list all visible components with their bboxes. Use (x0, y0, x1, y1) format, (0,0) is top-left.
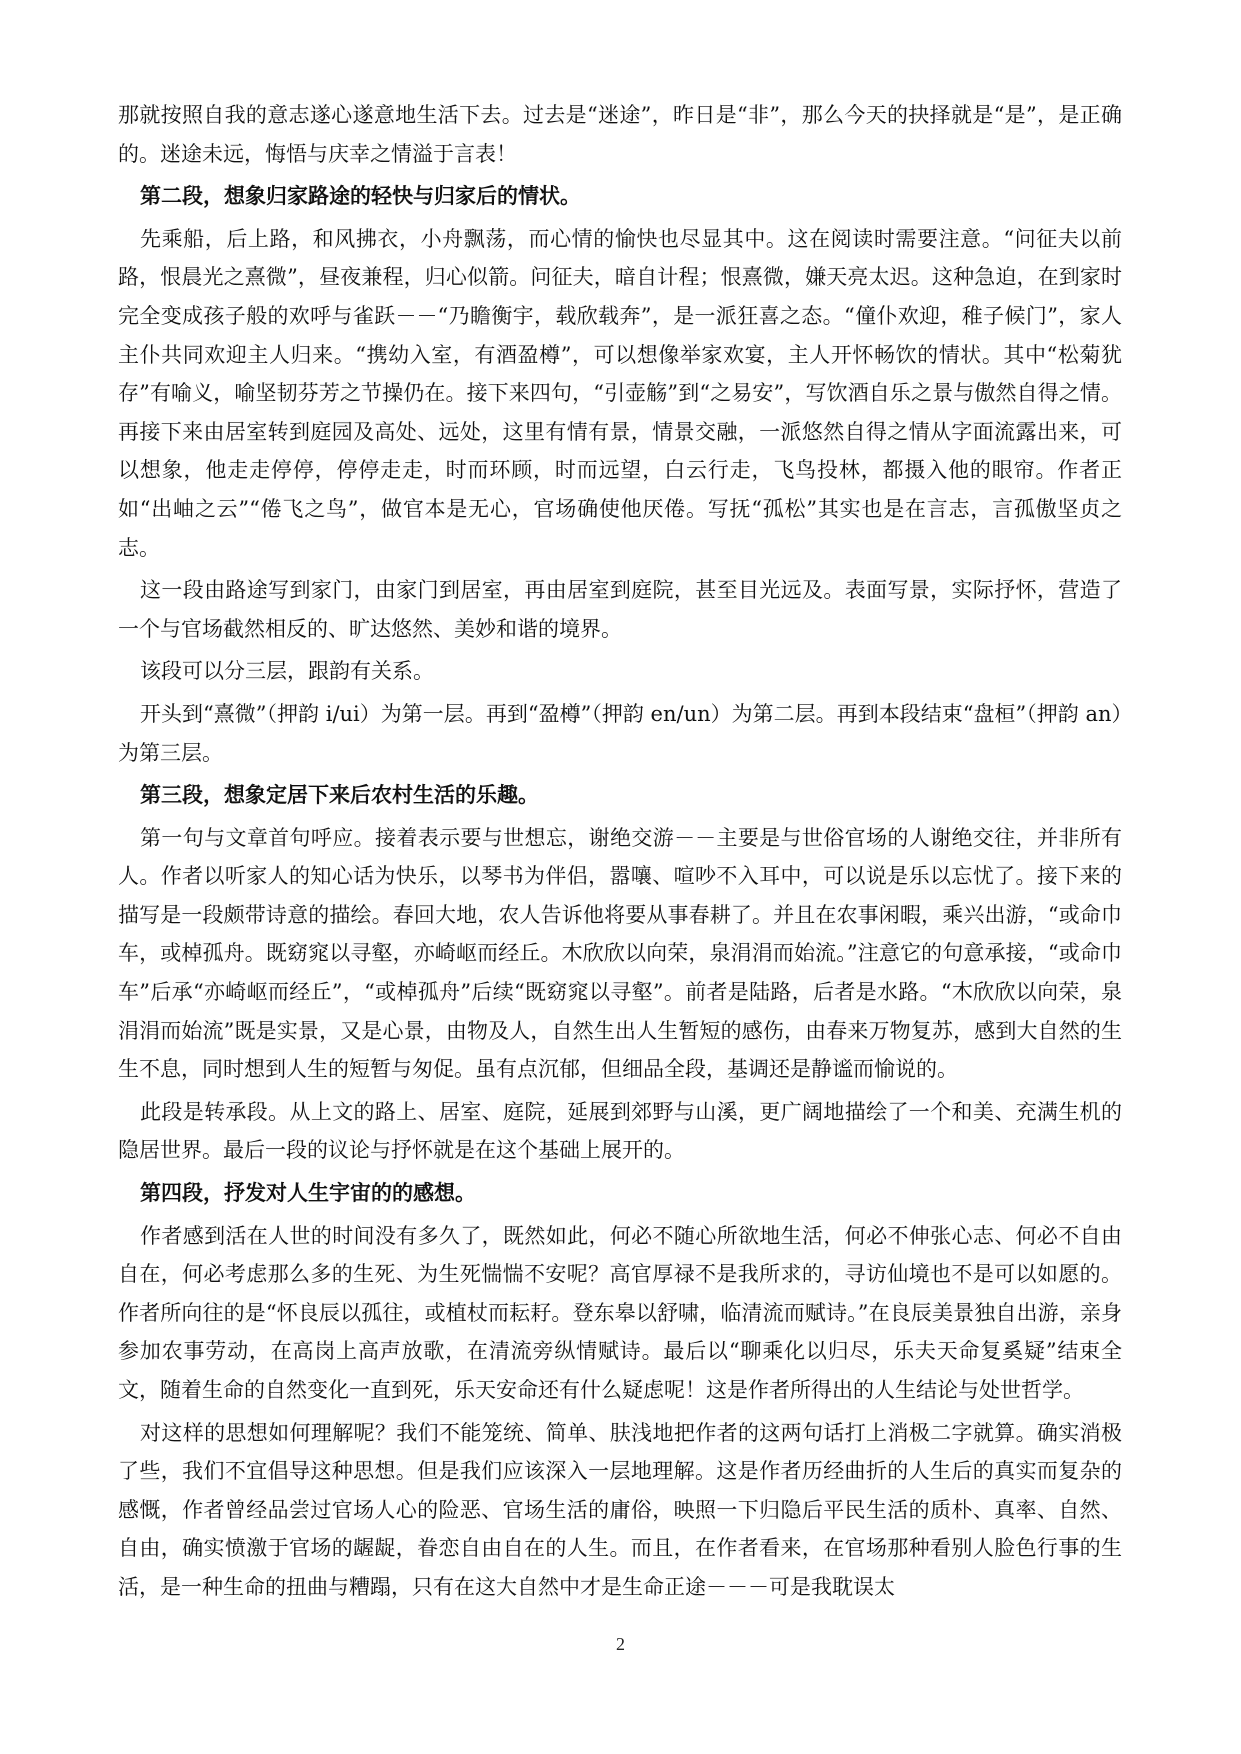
paragraph: 对这样的思想如何理解呢？我们不能笼统、简单、肤浅地把作者的这两句话打上消极二字就算。确实消极了些，我们不宜倡导这种思想。但是我们应该深入一层地理解。这是作者历经曲折的人生后的真实而复杂的感慨，作者曾经品尝过官场人心的险恶、官场生活的庸俗，映照一下归隐后平民生活的质朴、真率、自然、自由，确实愤激于官场的龌龊，眷恋自由自在的人生。而且，在作者看来，在官场那种看别人脸色行事的生活，是一种生命的扭曲与糟蹋，只有在这大自然中才是生命正途－－－可是我耽误太 (118, 1420, 1122, 1599)
page-number: 2 (616, 1634, 625, 1654)
section-heading: 第四段，抒发对人生宇宙的的感想。 (140, 1181, 476, 1206)
paragraph: 第一句与文章首句呼应。接着表示要与世想忘，谢绝交游－－主要是与世俗官场的人谢绝交往，并非所有人。作者以听家人的知心话为快乐，以琴书为伴侣，嚣嚷、喧吵不入耳中，可以说是乐以忘忧了。接下来的描写是一段颇带诗意的描绘。春回大地，农人告诉他将要从事春耕了。并且在农事闲暇，乘兴出游，“或命巾车，或棹孤舟。既窈窕以寻壑，亦崎岖而经丘。木欣欣以向荣，泉涓涓而始流。”注意它的句意承接，“或命巾车”后承“亦崎岖而经丘”，“或棹孤舟”后续“既窈窕以寻壑”。前者是陆路，后者是水路。“木欣欣以向荣，泉涓涓而始流”既是实景，又是心景，由物及人，自然生出人生暂短的感伤，由春来万物复苏，感到大自然的生生不息，同时想到人生的短暂与匆促。虽有点沉郁，但细品全段，基调还是静谧而愉说的。 (118, 825, 1122, 1082)
paragraph: 那就按照自我的意志遂心遂意地生活下去。过去是“迷途”，昨日是“非”，那么今天的抉择就是“是”，是正确的。迷途未远，悔悟与庆幸之情溢于言表！ (118, 103, 1122, 166)
paragraph: 先乘船，后上路，和风拂衣，小舟飘荡，而心情的愉快也尽显其中。这在阅读时需要注意。“问征夫以前路，恨晨光之熹微”，昼夜兼程，归心似箭。问征夫，暗自计程；恨熹微，嫌天亮太迟。这种急迫，在到家时完全变成孩子般的欢呼与雀跃－－“乃瞻衡宇，载欣载奔”，是一派狂喜之态。“僮仆欢迎，稚子候门”，家人主仆共同欢迎主人归来。“携幼入室，有酒盈樽”，可以想像举家欢宴，主人开怀畅饮的情状。其中“松菊犹存”有喻义，喻坚韧芬芳之节操仍在。接下来四句，“引壶觞”到“之易安”，写饮酒自乐之景与傲然自得之情。再接下来由居室转到庭园及高处、远处，这里有情有景，情景交融，一派悠然自得之情从字面流露出来，可以想象，他走走停停，停停走走，时而环顾，时而远望，白云行走，飞鸟投林，都摄入他的眼帘。作者正如“出岫之云”“倦飞之鸟”，做官本是无心，官场确使他厌倦。写抚“孤松”其实也是在言志，言孤傲坚贞之志。 (118, 226, 1122, 560)
paragraph: 开头到“熹微”（押韵 i/ui）为第一层。再到“盈樽”（押韵 en/un）为第二层。再到本段结束“盘桓”（押韵 an）为第三层。 (118, 701, 1122, 765)
document-body (118, 96, 1122, 1611)
paragraph: 这一段由路途写到家门，由家门到居室，再由居室到庭院，甚至目光远及。表面写景，实际抒怀，营造了一个与官场截然相反的、旷达悠然、美妙和谐的境界。 (118, 578, 1122, 641)
section-heading: 第二段，想象归家路途的轻快与归家后的情状。 (140, 184, 581, 209)
paragraph: 作者感到活在人世的时间没有多久了，既然如此，何必不随心所欲地生活，何必不伸张心志、何必不自由自在，何必考虑那么多的生死、为生死惴惴不安呢？高官厚禄不是我所求的，寻访仙境也不是可以如愿的。作者所向往的是“怀良辰以孤往，或植杖而耘耔。登东皋以舒啸，临清流而赋诗。”在良辰美景独自出游，亲身参加农事劳动，在高岗上高声放歌，在清流旁纵情赋诗。最后以“聊乘化以归尽，乐夫天命复奚疑”结束全文，随着生命的自然变化一直到死，乐天安命还有什么疑虑呢！这是作者所得出的人生结论与处世哲学。 (118, 1223, 1122, 1402)
paragraph: 该段可以分三层，跟韵有关系。 (140, 659, 434, 684)
paragraph: 此段是转承段。从上文的路上、居室、庭院，延展到郊野与山溪，更广阔地描绘了一个和美、充满生机的隐居世界。最后一段的议论与抒怀就是在这个基础上展开的。 (118, 1099, 1122, 1163)
section-heading: 第三段，想象定居下来后农村生活的乐趣。 (140, 783, 539, 808)
